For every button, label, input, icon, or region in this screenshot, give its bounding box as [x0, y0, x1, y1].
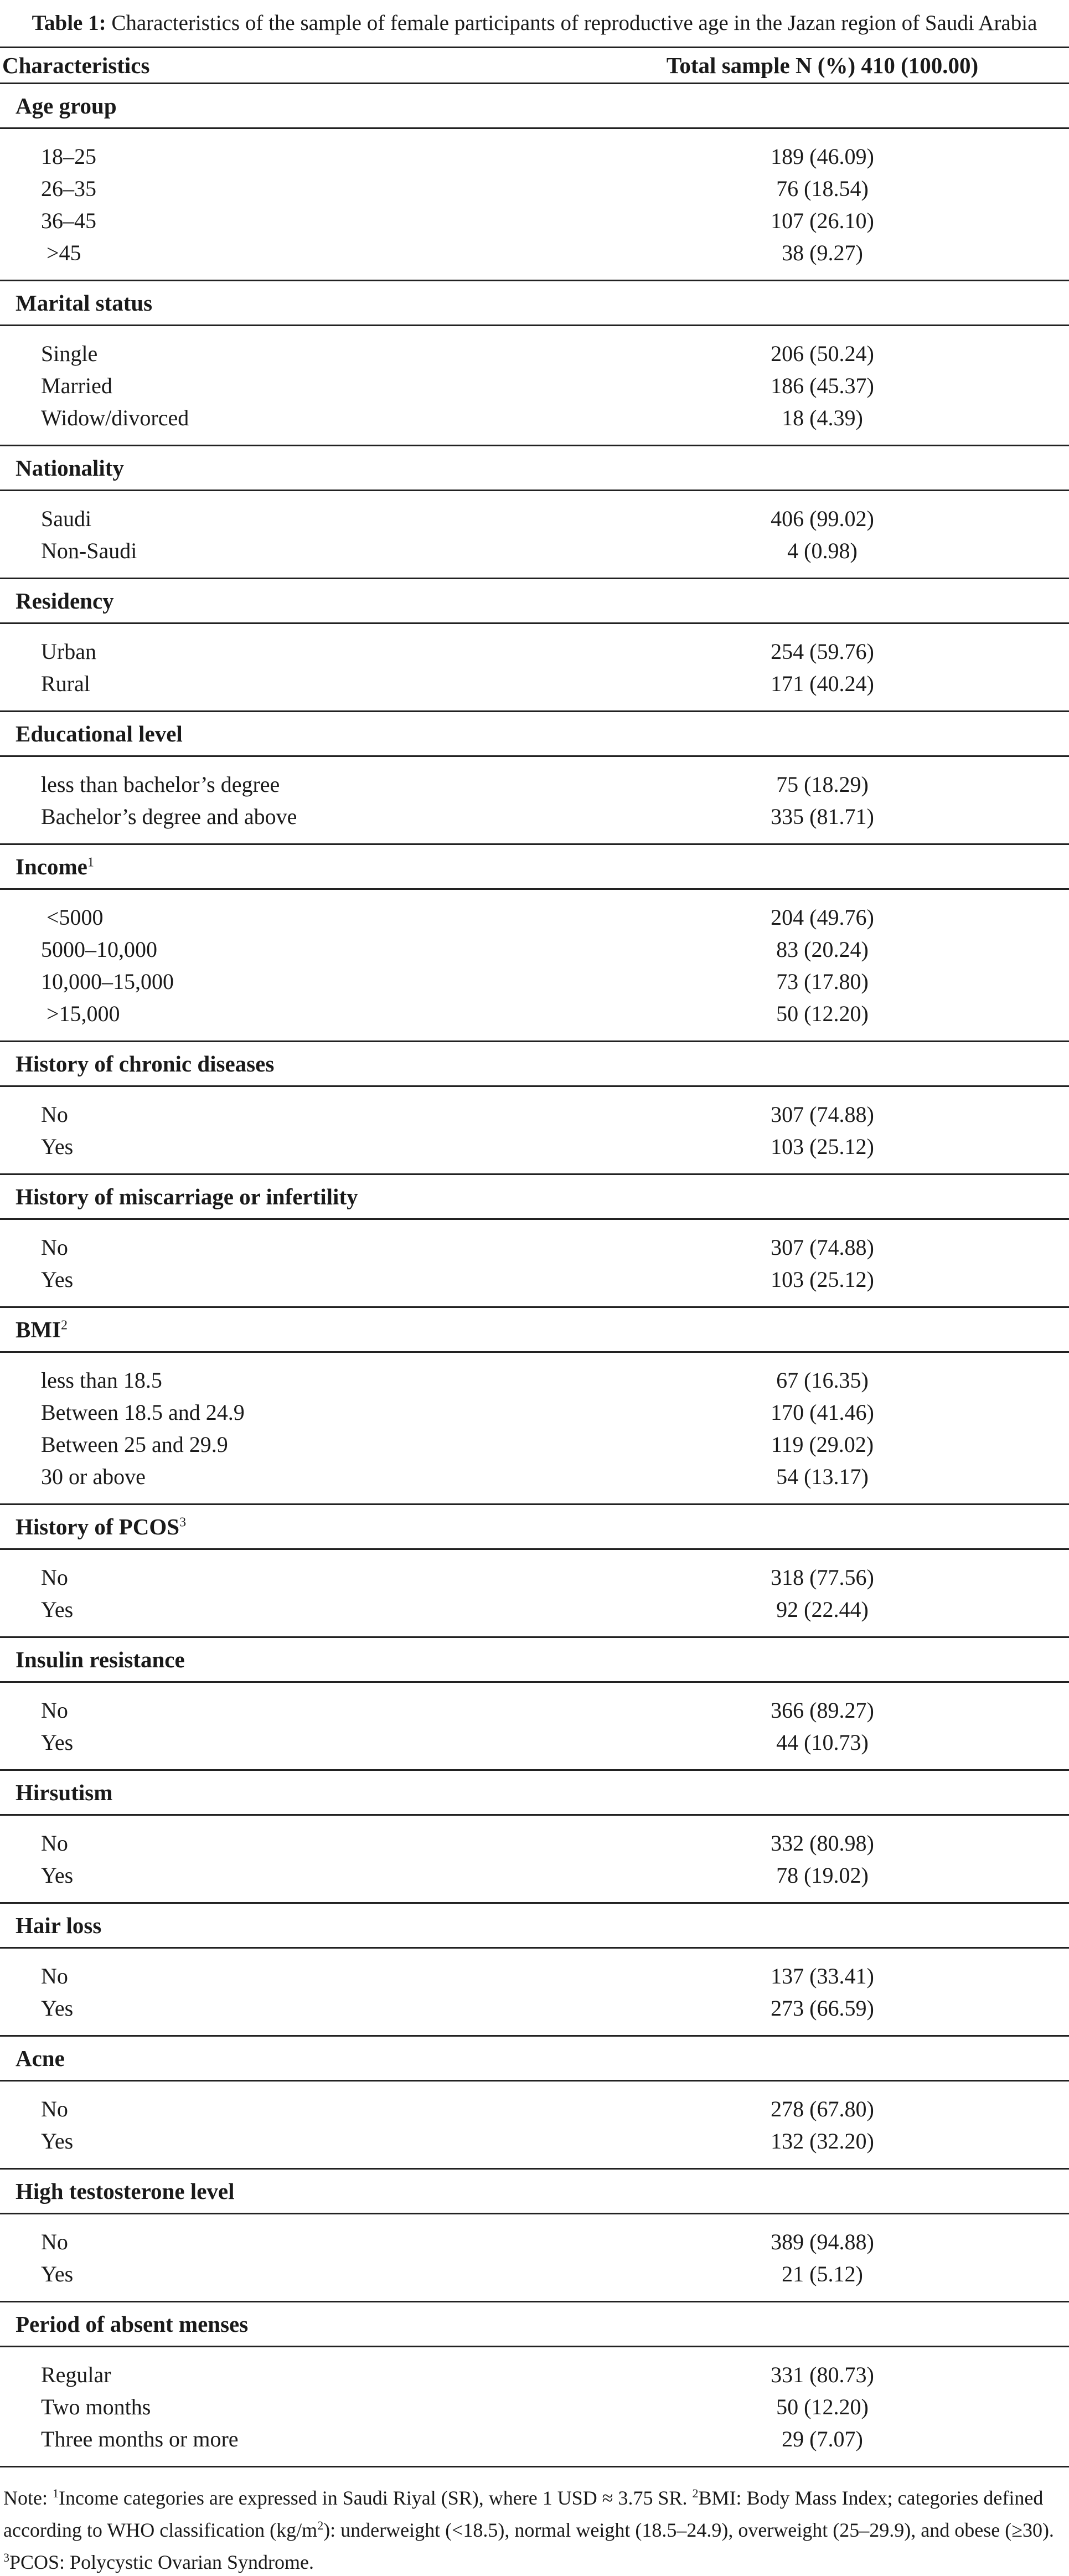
- row-value: 103 (25.12): [576, 1263, 1069, 1307]
- row-label: Bachelor’s degree and above: [0, 800, 576, 844]
- table-row: [0, 401, 1069, 446]
- row-label: Yes: [0, 1859, 576, 1903]
- table-header-row: [0, 48, 1069, 84]
- group-title: Nationality: [16, 455, 124, 481]
- group-header-row: [0, 2036, 1069, 2081]
- row-label: Yes: [0, 1992, 576, 2036]
- group-title-cell: [0, 1307, 1069, 1352]
- group-title-cell: [0, 579, 1069, 624]
- group-title-cell: [0, 446, 1069, 491]
- row-label: >45: [0, 236, 576, 281]
- row-value: 332 (80.98): [771, 1830, 874, 1856]
- row-label: Two months: [41, 2394, 151, 2419]
- row-value: 76 (18.54): [776, 176, 869, 201]
- row-label: No: [41, 1101, 68, 1127]
- row-label: No: [41, 1963, 68, 1988]
- group-title-cell: [0, 1042, 1069, 1086]
- group-title-cell: [0, 1505, 1069, 1549]
- row-value: 92 (22.44): [576, 1593, 1069, 1637]
- table-row: [0, 1815, 1069, 1859]
- row-label: Between 25 and 29.9: [41, 1431, 228, 1457]
- group-header-row: [0, 1174, 1069, 1219]
- table-row: [0, 667, 1069, 712]
- table-row: [0, 1992, 1069, 2036]
- group-title: Hirsutism: [16, 1780, 113, 1805]
- row-label: No: [41, 2096, 68, 2121]
- note-bmi-categories: ): underweight (<18.5), normal weight (18.5–24.9), overweight (25–29.9), and obese (≥30).: [323, 2519, 1054, 2541]
- table-row: [0, 1726, 1069, 1770]
- group-header-row: [0, 84, 1069, 128]
- row-value: 107 (26.10): [771, 208, 874, 233]
- group-header-row: [0, 1505, 1069, 1549]
- row-label: Yes: [0, 2258, 576, 2302]
- header-total-sample: Total sample N (%) 410 (100.00): [576, 48, 1069, 84]
- row-label: Between 18.5 and 24.9: [41, 1399, 245, 1425]
- note-bmi: BMI: Body Mass Index; categories defined according to WHO classification (kg/m: [3, 2487, 1044, 2541]
- row-value: 170 (41.46): [771, 1399, 874, 1425]
- group-title: High testosterone level: [16, 2178, 235, 2204]
- table-footnote: [0, 2480, 1069, 2576]
- table-row: [0, 172, 1069, 204]
- group-title-cell: [0, 281, 1069, 326]
- row-value: 54 (13.17): [576, 1460, 1069, 1505]
- group-header-row: [0, 1042, 1069, 1086]
- table-row: [0, 1428, 1069, 1460]
- row-label: Three months or more: [0, 2423, 576, 2467]
- table-row: [0, 756, 1069, 801]
- group-header-row: [0, 1770, 1069, 1815]
- group-header-row: [0, 446, 1069, 491]
- table-row: [0, 534, 1069, 579]
- table-body: [0, 84, 1069, 2467]
- row-label: No: [41, 1830, 68, 1856]
- row-label: No: [41, 1564, 68, 1590]
- table-row: [0, 1948, 1069, 1992]
- group-title-cell: [0, 1903, 1069, 1948]
- row-value: 273 (66.59): [576, 1992, 1069, 2036]
- characteristics-table: [0, 47, 1069, 2467]
- row-value: 335 (81.71): [576, 800, 1069, 844]
- row-label: Married: [41, 373, 112, 398]
- row-label: >15,000: [0, 997, 576, 1042]
- row-value: 103 (25.12): [576, 1130, 1069, 1174]
- row-value: 389 (94.88): [771, 2229, 874, 2254]
- group-title: Insulin resistance: [16, 1647, 185, 1672]
- caption-text: Characteristics of the sample of female participants of reproductive age in the Jazan region of Saudi Arabia: [106, 11, 1037, 35]
- group-title: Age group: [16, 93, 117, 119]
- table-row: [0, 2423, 1069, 2467]
- group-title-cell: [0, 1770, 1069, 1815]
- note-sup-3: 3: [3, 2551, 9, 2564]
- table-row: [0, 965, 1069, 997]
- row-value: 21 (5.12): [576, 2258, 1069, 2302]
- table-row: [0, 624, 1069, 668]
- group-header-row: [0, 2169, 1069, 2214]
- row-value: 73 (17.80): [776, 968, 869, 994]
- group-header-row: [0, 281, 1069, 326]
- group-title: Period of absent menses: [16, 2311, 249, 2337]
- row-value: 38 (9.27): [576, 236, 1069, 281]
- table-row: [0, 369, 1069, 401]
- row-label: 5000–10,000: [41, 936, 157, 962]
- row-label: No: [41, 1234, 68, 1260]
- group-title: Acne: [16, 2046, 65, 2071]
- row-label: Rural: [0, 667, 576, 712]
- group-title-cell: [0, 2302, 1069, 2347]
- row-label: Single: [41, 341, 98, 366]
- group-title-footnote-marker: 3: [179, 1515, 187, 1530]
- header-characteristics: Characteristics: [0, 48, 576, 84]
- group-title: Residency: [16, 588, 114, 614]
- note-sup-m2: 2: [317, 2518, 324, 2532]
- note-prefix: Note:: [3, 2487, 53, 2509]
- row-label: less than 18.5: [41, 1367, 162, 1393]
- row-value: 83 (20.24): [776, 936, 869, 962]
- table-row: [0, 1219, 1069, 1264]
- row-value: 137 (33.41): [771, 1963, 874, 1988]
- group-header-row: [0, 1903, 1069, 1948]
- table-row: [0, 1263, 1069, 1307]
- note-sup-1: 1: [52, 2486, 59, 2500]
- row-value: 50 (12.20): [776, 2394, 869, 2419]
- table-row: [0, 1086, 1069, 1131]
- table-row: [0, 933, 1069, 965]
- row-value: 307 (74.88): [771, 1101, 874, 1127]
- row-value: 4 (0.98): [576, 534, 1069, 579]
- row-label: No: [41, 1697, 68, 1723]
- row-value: 318 (77.56): [771, 1564, 874, 1590]
- note-income: Income categories are expressed in Saudi Riyal (SR), where 1 USD ≈ 3.75 SR.: [58, 2487, 693, 2509]
- row-value: 44 (10.73): [576, 1726, 1069, 1770]
- row-value: 18 (4.39): [576, 401, 1069, 446]
- row-value: 29 (7.07): [576, 2423, 1069, 2467]
- row-value: 119 (29.02): [771, 1431, 874, 1457]
- table-row: [0, 1593, 1069, 1637]
- group-title: BMI: [16, 1317, 61, 1342]
- row-label: No: [41, 2229, 68, 2254]
- row-label: Yes: [0, 1263, 576, 1307]
- row-label: Yes: [0, 1130, 576, 1174]
- group-header-row: [0, 1637, 1069, 1682]
- table-row: [0, 997, 1069, 1042]
- group-header-row: [0, 844, 1069, 889]
- row-value: 406 (99.02): [771, 506, 874, 531]
- table-caption: [0, 0, 1069, 47]
- group-title-cell: [0, 2169, 1069, 2214]
- row-label: 18–25: [41, 143, 96, 169]
- group-title: History of chronic diseases: [16, 1051, 275, 1076]
- row-value: 307 (74.88): [771, 1234, 874, 1260]
- row-label: less than bachelor’s degree: [41, 771, 280, 797]
- row-label: Regular: [41, 2362, 111, 2387]
- group-title-cell: [0, 1174, 1069, 1219]
- group-title-footnote-marker: 1: [87, 855, 94, 870]
- note-pcos: PCOS: Polycystic Ovarian Syndrome.: [9, 2551, 314, 2573]
- row-label: 10,000–15,000: [41, 968, 174, 994]
- table-row: [0, 889, 1069, 934]
- group-title: Marital status: [16, 290, 153, 316]
- row-value: 75 (18.29): [776, 771, 869, 797]
- table-row: [0, 2258, 1069, 2302]
- table-row: [0, 326, 1069, 370]
- row-label: 26–35: [41, 176, 96, 201]
- row-value: 206 (50.24): [771, 341, 874, 366]
- group-title: History of miscarriage or infertility: [16, 1184, 358, 1209]
- table-row: [0, 491, 1069, 535]
- group-header-row: [0, 712, 1069, 756]
- row-label: Non-Saudi: [0, 534, 576, 579]
- row-label: Saudi: [41, 506, 92, 531]
- group-title-cell: [0, 84, 1069, 128]
- group-title: Income: [16, 854, 87, 879]
- note-sup-2: 2: [692, 2486, 699, 2500]
- group-title: Educational level: [16, 721, 183, 746]
- group-header-row: [0, 1307, 1069, 1352]
- group-title-cell: [0, 2036, 1069, 2081]
- group-title-cell: [0, 712, 1069, 756]
- table-row: [0, 1396, 1069, 1428]
- table-row: [0, 1682, 1069, 1727]
- row-value: 171 (40.24): [576, 667, 1069, 712]
- table-row: [0, 2347, 1069, 2391]
- row-value: 278 (67.80): [771, 2096, 874, 2121]
- row-label: 36–45: [41, 208, 96, 233]
- row-value: 331 (80.73): [771, 2362, 874, 2387]
- table-row: [0, 1352, 1069, 1397]
- row-label: Yes: [0, 2125, 576, 2169]
- group-header-row: [0, 2302, 1069, 2347]
- group-title-cell: [0, 844, 1069, 889]
- table-row: [0, 2214, 1069, 2258]
- table-row: [0, 2081, 1069, 2125]
- table-row: [0, 236, 1069, 281]
- row-value: 189 (46.09): [771, 143, 874, 169]
- group-title-footnote-marker: 2: [61, 1318, 68, 1333]
- row-label: Yes: [0, 1726, 576, 1770]
- row-label: <5000: [41, 904, 104, 930]
- group-header-row: [0, 579, 1069, 624]
- table-row: [0, 1549, 1069, 1594]
- row-value: 67 (16.35): [776, 1367, 869, 1393]
- row-value: 204 (49.76): [771, 904, 874, 930]
- row-value: 132 (32.20): [576, 2125, 1069, 2169]
- caption-label: Table 1:: [32, 11, 106, 35]
- table-row: [0, 2125, 1069, 2169]
- table-row: [0, 2390, 1069, 2423]
- row-value: 50 (12.20): [576, 997, 1069, 1042]
- table-row: [0, 1460, 1069, 1505]
- row-value: 78 (19.02): [576, 1859, 1069, 1903]
- row-label: Urban: [41, 638, 96, 664]
- table-row: [0, 800, 1069, 844]
- group-title-cell: [0, 1637, 1069, 1682]
- table-row: [0, 128, 1069, 173]
- row-value: 366 (89.27): [771, 1697, 874, 1723]
- row-value: 254 (59.76): [771, 638, 874, 664]
- table-row: [0, 1130, 1069, 1174]
- group-title: History of PCOS: [16, 1514, 180, 1539]
- table-row: [0, 204, 1069, 236]
- row-value: 186 (45.37): [771, 373, 874, 398]
- table-row: [0, 1859, 1069, 1903]
- row-label: Yes: [0, 1593, 576, 1637]
- row-label: 30 or above: [0, 1460, 576, 1505]
- row-label: Widow/divorced: [0, 401, 576, 446]
- group-title: Hair loss: [16, 1913, 102, 1938]
